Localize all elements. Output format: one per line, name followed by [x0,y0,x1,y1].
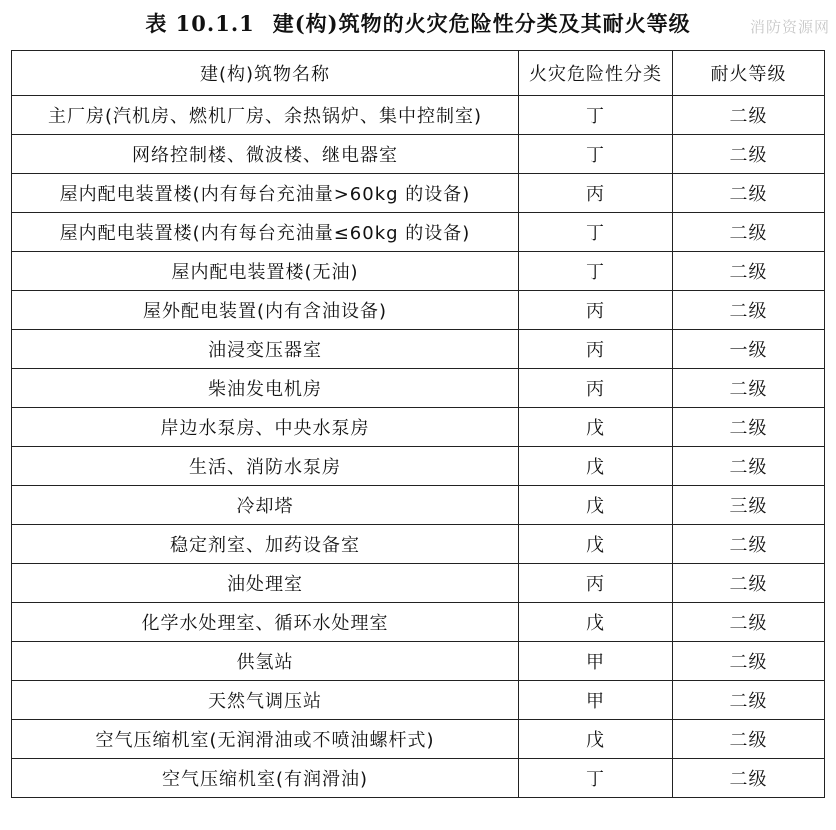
building-name-cell: 生活、消防水泵房 [12,447,519,486]
table-row [12,291,825,330]
fire-hazard-class-cell: 戊 [519,720,673,759]
table-row [12,135,825,174]
fire-resistance-rating-cell: 二级 [673,291,825,330]
fire-resistance-rating-cell: 三级 [673,486,825,525]
building-name-cell: 岸边水泵房、中央水泵房 [12,408,519,447]
building-name-cell: 柴油发电机房 [12,369,519,408]
building-name-cell: 油处理室 [12,564,519,603]
table-row [12,96,825,135]
fire-hazard-class-cell: 戊 [519,525,673,564]
table-caption [0,0,836,46]
watermark-text: 消防资源网 [749,18,830,36]
fire-hazard-class-cell: 丙 [519,369,673,408]
header-fire-hazard-class: 火灾危险性分类 [519,51,673,96]
table-row [12,603,825,642]
fire-resistance-rating-cell: 二级 [673,525,825,564]
table-row [12,720,825,759]
table-title-text: 建(构)筑物的火灾危险性分类及其耐火等级 [272,11,691,36]
fire-resistance-rating-cell: 二级 [673,135,825,174]
table-row [12,564,825,603]
fire-hazard-class-cell: 甲 [519,642,673,681]
table-body [12,96,825,798]
header-building-name: 建(构)筑物名称 [12,51,519,96]
fire-hazard-class-cell: 丁 [519,252,673,291]
building-name-cell: 屋内配电装置楼(无油) [12,252,519,291]
building-name-cell: 空气压缩机室(无润滑油或不喷油螺杆式) [12,720,519,759]
table-row [12,642,825,681]
fire-hazard-class-cell: 丙 [519,174,673,213]
table-title [0,8,836,38]
fire-resistance-rating-cell: 二级 [673,759,825,798]
fire-resistance-rating-cell: 二级 [673,213,825,252]
fire-resistance-rating-cell: 二级 [673,96,825,135]
building-name-cell: 空气压缩机室(有润滑油) [12,759,519,798]
fire-classification-table [11,50,825,798]
building-name-cell: 稳定剂室、加药设备室 [12,525,519,564]
building-name-cell: 油浸变压器室 [12,330,519,369]
fire-resistance-rating-cell: 二级 [673,369,825,408]
fire-hazard-class-cell: 丙 [519,564,673,603]
fire-hazard-class-cell: 丁 [519,213,673,252]
table-row [12,369,825,408]
building-name-cell: 网络控制楼、微波楼、继电器室 [12,135,519,174]
fire-resistance-rating-cell: 二级 [673,603,825,642]
building-name-cell: 冷却塔 [12,486,519,525]
building-name-cell: 供氢站 [12,642,519,681]
fire-hazard-class-cell: 戊 [519,408,673,447]
fire-hazard-class-cell: 戊 [519,486,673,525]
table-row [12,681,825,720]
fire-hazard-class-cell: 丁 [519,135,673,174]
fire-resistance-rating-cell: 二级 [673,408,825,447]
table-row [12,330,825,369]
fire-resistance-rating-cell: 二级 [673,252,825,291]
table-row [12,525,825,564]
fire-hazard-class-cell: 戊 [519,447,673,486]
fire-resistance-rating-cell: 一级 [673,330,825,369]
building-name-cell: 主厂房(汽机房、燃机厂房、余热锅炉、集中控制室) [12,96,519,135]
header-fire-resistance-rating: 耐火等级 [673,51,825,96]
fire-hazard-class-cell: 丙 [519,330,673,369]
building-name-cell: 屋外配电装置(内有含油设备) [12,291,519,330]
table-number: 表 10.1.1 [145,11,255,36]
fire-hazard-class-cell: 甲 [519,681,673,720]
fire-hazard-class-cell: 戊 [519,603,673,642]
table-header [12,51,825,96]
fire-resistance-rating-cell: 二级 [673,642,825,681]
header-row [12,51,825,96]
fire-hazard-class-cell: 丁 [519,96,673,135]
fire-resistance-rating-cell: 二级 [673,174,825,213]
fire-hazard-class-cell: 丙 [519,291,673,330]
table-row [12,447,825,486]
building-name-cell: 天然气调压站 [12,681,519,720]
building-name-cell: 屋内配电装置楼(内有每台充油量≤60kg 的设备) [12,213,519,252]
fire-resistance-rating-cell: 二级 [673,720,825,759]
table-row [12,486,825,525]
fire-hazard-class-cell: 丁 [519,759,673,798]
table-row [12,252,825,291]
fire-resistance-rating-cell: 二级 [673,564,825,603]
table-row [12,213,825,252]
building-name-cell: 屋内配电装置楼(内有每台充油量>60kg 的设备) [12,174,519,213]
fire-resistance-rating-cell: 二级 [673,447,825,486]
table-row [12,759,825,798]
table-row [12,408,825,447]
table-row [12,174,825,213]
fire-resistance-rating-cell: 二级 [673,681,825,720]
building-name-cell: 化学水处理室、循环水处理室 [12,603,519,642]
